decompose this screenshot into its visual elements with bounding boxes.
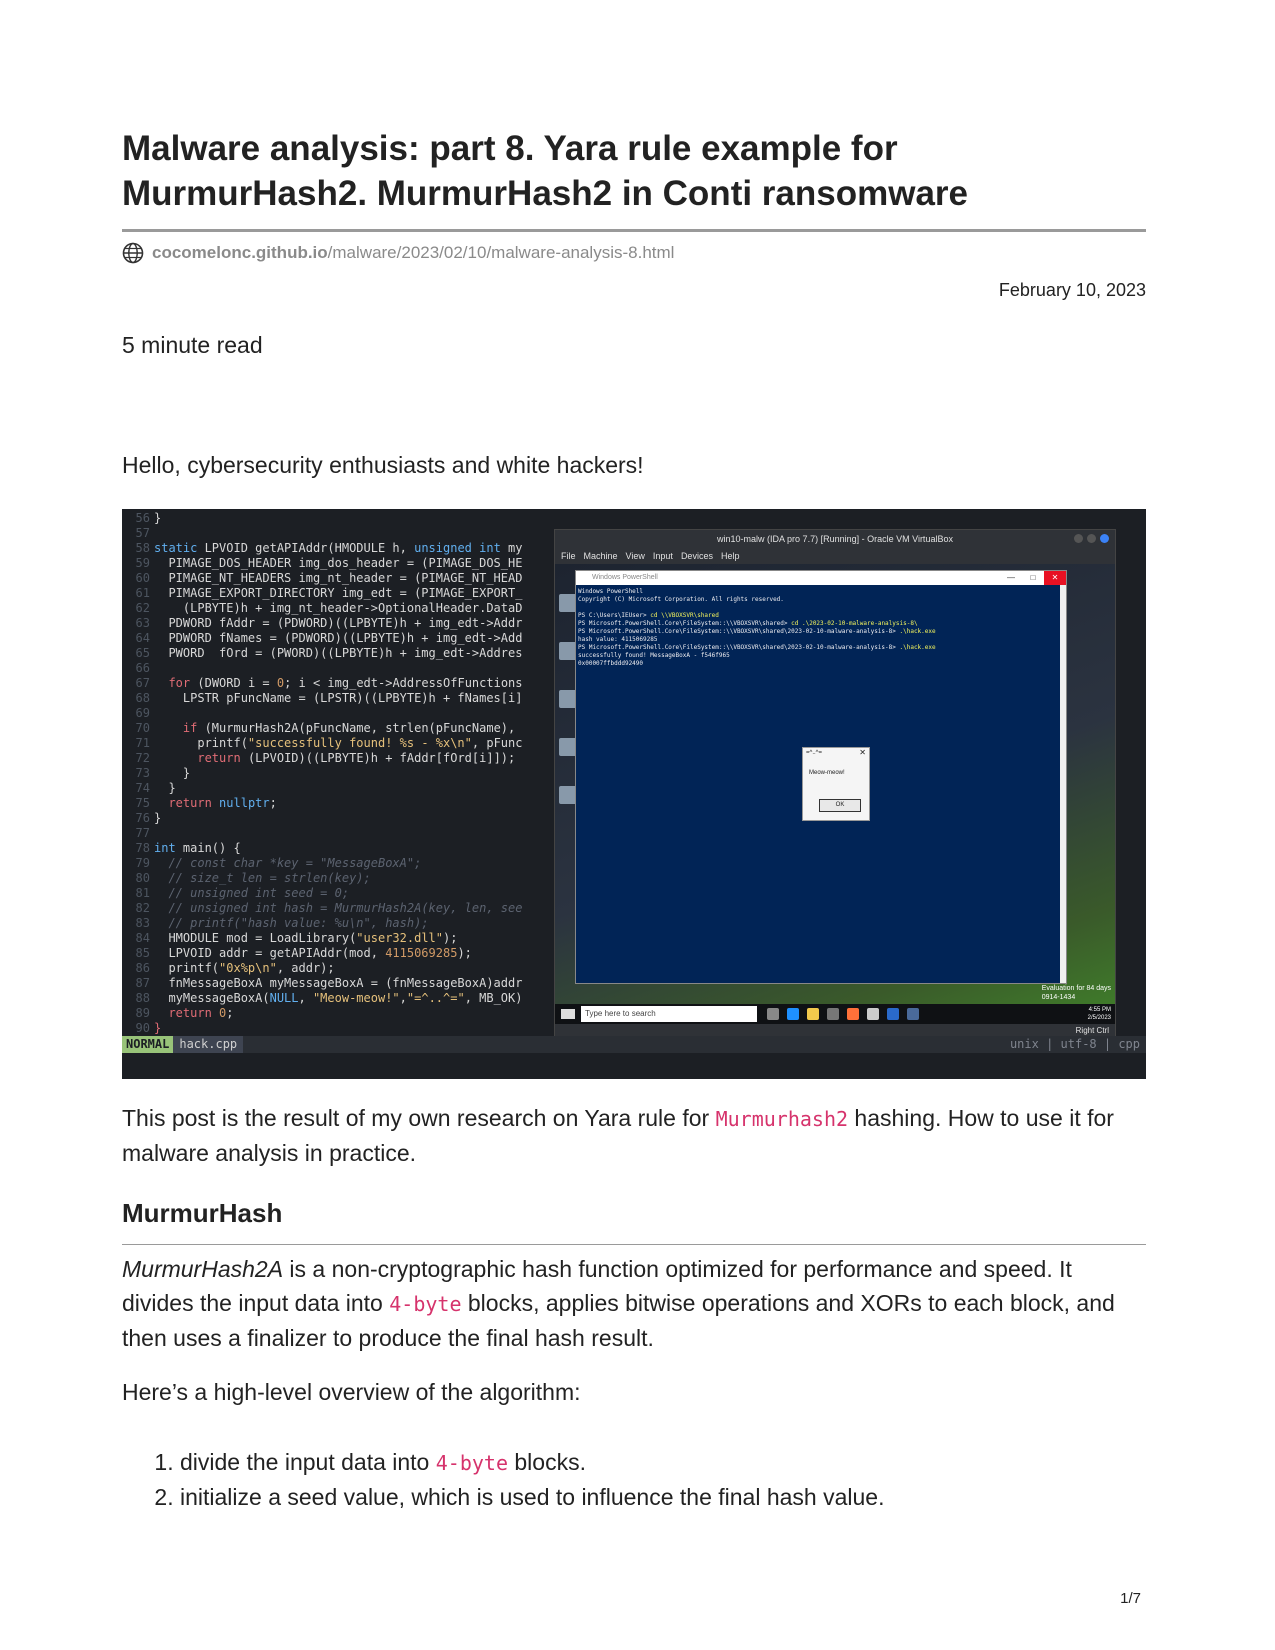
- store-icon[interactable]: [827, 1008, 839, 1020]
- paragraph-overview: Here’s a high-level overview of the algorithm:: [122, 1379, 581, 1405]
- guest-desktop: [555, 564, 1115, 1004]
- inline-code: 4-byte: [389, 1292, 462, 1316]
- msgbox-text: Meow-meow!: [809, 770, 845, 776]
- app-icon[interactable]: [907, 1008, 919, 1020]
- evaluation-watermark: Evaluation for 84 days 0914-1434: [1041, 985, 1111, 1001]
- msgbox-title: =^..^= ✕: [806, 748, 866, 757]
- virtualbox-window[interactable]: [554, 529, 1116, 1039]
- taskbar-apps: [767, 1008, 919, 1020]
- section-heading: MurmurHash: [122, 1198, 283, 1228]
- task-view-icon[interactable]: [767, 1008, 779, 1020]
- code-screenshot: [122, 509, 1146, 1079]
- source-url[interactable]: [122, 241, 674, 265]
- ps-scrollbar[interactable]: [1060, 585, 1066, 983]
- globe-icon: [122, 242, 144, 264]
- source-path[interactable]: /malware/2023/02/10/malware-analysis-8.html: [327, 243, 675, 262]
- vbox-menubar: [555, 548, 1115, 564]
- close-icon[interactable]: ✕: [1044, 571, 1066, 585]
- list-item: 1. divide the input data into 4-byte blocks.: [180, 1445, 1146, 1480]
- close-icon[interactable]: ✕: [859, 748, 866, 757]
- ps-console-output: Windows PowerShell Copyright (C) Microsoft Corporation. All rights reserved. PS C:\Users\IEUser> cd \\VBOXSVR\shared PS Microsoft.PowerShell.Core\FileSystem::\\VBOXSVR\shared> cd .\2023-02-10-malware-analysis-8\ PS Microsoft.PowerShell.Core\FileSystem::\\VBOXSVR\shared\2023-02-10-malware-analysis-8> .\hack.exe hash value: 4115069285 PS Microsoft.PowerShell.Core\FileSystem::\\VBOXSVR\shared\2023-02-10-malware-analysis-8> .\hack.exe successfully found! MessageBoxA - f546f965 0x00007ffbddd92490: [578, 588, 936, 667]
- ps-titlebar: [576, 571, 1066, 585]
- section-divider: [122, 1244, 1146, 1245]
- ps-title-text: Windows PowerShell: [592, 574, 658, 581]
- firefox-icon[interactable]: [847, 1008, 859, 1020]
- vim-filename: hack.cpp: [173, 1036, 243, 1053]
- windows-start-icon[interactable]: [561, 1009, 575, 1019]
- menu-view[interactable]: View: [625, 551, 645, 561]
- vbox-window-controls[interactable]: [1074, 534, 1109, 543]
- folder-icon[interactable]: [807, 1008, 819, 1020]
- message-box[interactable]: [802, 747, 870, 821]
- paragraph-intro: This post is the result of my own research on Yara rule for Murmurhash2 hashing. How to use it for malware analysis in practice.: [122, 1105, 1114, 1166]
- vim-mode: NORMAL: [122, 1036, 173, 1053]
- ok-button[interactable]: OK: [819, 799, 861, 812]
- menu-machine[interactable]: Machine: [583, 551, 618, 561]
- list-item: 2. initialize a seed value, which is used to influence the final hash value.: [180, 1480, 1146, 1514]
- vim-statusline: [122, 1036, 1146, 1053]
- edge-icon[interactable]: [787, 1008, 799, 1020]
- vbox-statusbar: Right Ctrl: [555, 1024, 1115, 1038]
- powershell-icon[interactable]: [887, 1008, 899, 1020]
- read-time: 5 minute read: [122, 332, 263, 358]
- title-divider: [122, 229, 1146, 232]
- code-editor: 56 } 57 58 static LPVOID getAPIAddr(HMODULE h, unsigned int my 59 PIMAGE_DOS_HEADER img_dos_header = (PIMAGE_DOS_HE 60 PIMAGE_NT_HEADERS img_nt_header = (PIMAGE_NT_HEAD 61 PIMAGE_EXPORT_DIRECTORY img_edt = (PIMAGE_EXPORT_ 62 (LPBYTE)h + img_nt_header->OptionalHeader.DataD 63 PDWORD fAddr = (PDWORD)((LPBYTE)h + img_edt->Addr 64 PDWORD fNames = (PDWORD)((LPBYTE)h + img_edt->Add 65 PWORD fOrd = (PWORD)((LPBYTE)h + img_edt->Addres 66 67 for (DWORD i = 0; i < img_edt->AddressOfFunctions 68 LPSTR pFuncName = (LPSTR)((LPBYTE)h + fNames[i] 69 70 if (MurmurHash2A(pFuncName, strlen(pFuncName), 71 printf("successfully found! %s - %x\n", pFunc 72 return (LPVOID)((LPBYTE)h + fAddr[fOrd[i]]); 73 } 74 } 75 return nullptr; 76 } 77 78 int main() { 79 // const char *key = "MessageBoxA"; 80 // size_t len = strlen(key); 81 // unsigned int seed = 0; 82 // unsigned int hash = MurmurHash2A(key, len, see 83 // printf("hash value: %u\n", hash); 84 HMODULE mod = LoadLibrary("user32.dll"); 85 LPVOID addr = getAPIAddr(mod, 4115069285); 86 printf("0x%p\n", addr); 87 fnMessageBoxA myMessageBoxA = (fnMessageBoxA)addr 88 myMessageBoxA(NULL, "Meow-meow!","=^..^=", MB_OK) 89 return 0; 90 }: [135, 511, 523, 1035]
- inline-code: Murmurhash2: [715, 1107, 849, 1131]
- intro-text: Hello, cybersecurity enthusiasts and white hackers!: [122, 452, 644, 478]
- taskbar-clock[interactable]: 4:55 PM 2/5/2023: [1087, 1007, 1111, 1021]
- source-domain[interactable]: cocomelonc.github.io: [152, 243, 328, 262]
- menu-input[interactable]: Input: [652, 551, 673, 561]
- page-number: 1/7: [1120, 1590, 1141, 1607]
- paragraph-murmurhash: MurmurHash2A is a non-cryptographic hash function optimized for performance and speed. It divides the input data into 4-byte blocks, applies bitwise operations and XORs to each block, and then uses a finalizer to produce the final hash result.: [122, 1256, 1115, 1351]
- settings-icon[interactable]: [867, 1008, 879, 1020]
- powershell-window[interactable]: [575, 570, 1067, 984]
- vim-file-info: unix | utf-8 | cpp: [1009, 1037, 1140, 1051]
- page-title: Malware analysis: part 8. Yara rule example for MurmurHash2. MurmurHash2 in Conti ransomware: [122, 129, 968, 213]
- algorithm-steps: [122, 1445, 1146, 1514]
- close-icon: [1100, 534, 1109, 543]
- minimize-icon[interactable]: —: [1007, 573, 1015, 582]
- taskbar-search-input[interactable]: Type here to search: [581, 1006, 757, 1022]
- vbox-titlebar[interactable]: [555, 530, 1115, 548]
- menu-devices[interactable]: Devices: [680, 551, 713, 561]
- windows-taskbar: [555, 1004, 1115, 1024]
- maximize-icon[interactable]: □: [1030, 573, 1036, 582]
- vbox-title-text: win10-malw (IDA pro 7.7) [Running] - Oracle VM VirtualBox: [717, 534, 953, 544]
- menu-file[interactable]: File: [561, 551, 576, 561]
- menu-help[interactable]: Help: [720, 551, 740, 561]
- post-date: February 10, 2023: [998, 280, 1146, 300]
